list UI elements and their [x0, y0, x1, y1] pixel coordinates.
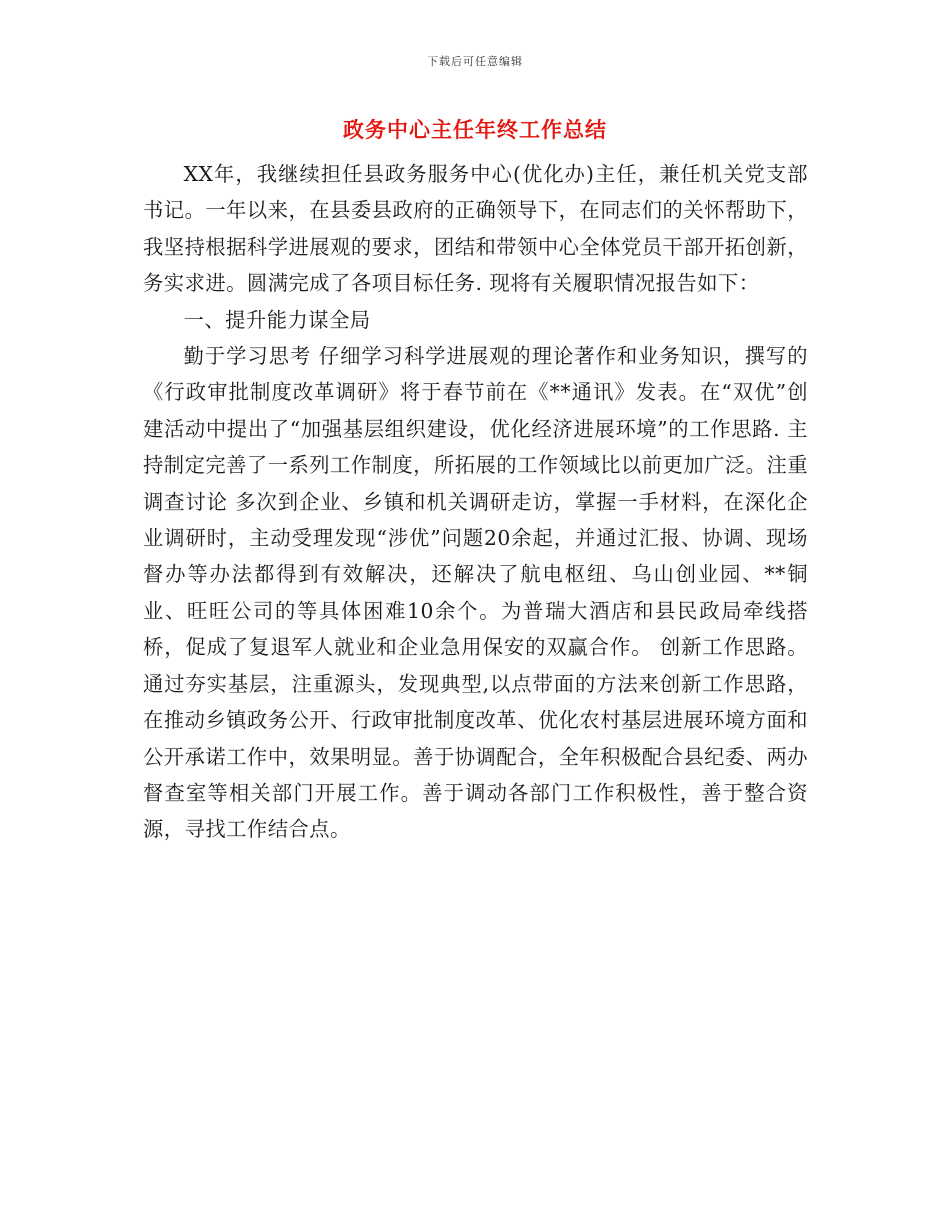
- section-heading: 一、提升能力谋全局: [183, 307, 371, 332]
- document-body: [143, 156, 808, 848]
- document-title: 政务中心主任年终工作总结: [343, 118, 607, 142]
- paragraph-section-1: 勤于学习思考 仔细学习科学进展观的理论著作和业务知识，撰写的《行政审批制度改革调研》将于春节前在《**通讯》发表。在“双优”创建活动中提出了“加强基层组织建设，优化经济进展环境”的工作思路. 主持制定完善了一系列工作制度，所拓展的工作领域比以前更加广泛。注重调查讨论 多次到企业、乡镇和机关调研走访，掌握一手材料，在深化企业调研时，主动受理发现“涉优”问题20余起，并通过汇报、协调、现场督办等办法都得到有效解决，还解决了航电枢纽、乌山创业园、**铜业、旺旺公司的等具体困难10余个。为普瑞大酒店和县民政局牵线搭桥，促成了复退军人就业和企业急用保安的双赢合作。 创新工作思路。通过夯实基层，注重源头，发现典型,以点带面的方法来创新工作思路，在推动乡镇政务公开、行政审批制度改革、优化农村基层进展环境方面和公开承诺工作中，效果明显。善于协调配合，全年积极配合县纪委、两办督查室等相关部门开展工作。善于调动各部门工作积极性，善于整合资源，寻找工作结合点。: [143, 344, 809, 842]
- paragraph-intro: XX年，我继续担任县政务服务中心(优化办)主任，兼任机关党支部书记。一年以来，在县委县政府的正确领导下，在同志们的关怀帮助下，我坚持根据科学进展观的要求，团结和带领中心全体党员干部开拓创新，务实求进。圆满完成了各项目标任务. 现将有关履职情况报告如下：: [143, 162, 809, 296]
- header-note: 下载后可任意编辑: [427, 55, 523, 68]
